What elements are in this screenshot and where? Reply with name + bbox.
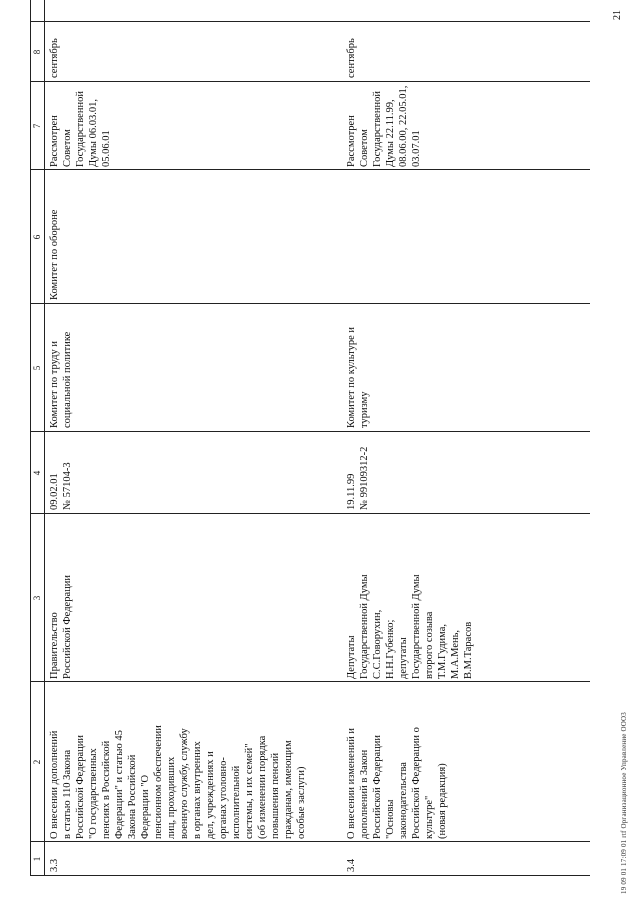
- col-divider-6: [30, 169, 590, 170]
- header-col-6: 6: [32, 234, 42, 240]
- page-number: 21: [612, 10, 623, 20]
- bill-status: Рассмотрен Советом Государственной Думы 06.03.01, 05.06.01: [49, 91, 112, 167]
- header-bottom-border: [44, 0, 45, 876]
- bill-title: О внесении изменений и дополнений в Закон Российской Федерации "Основы законодательства Российской Федерации о культуре" (новая редакция): [346, 727, 448, 839]
- row-number: 3.4: [346, 858, 357, 872]
- bill-initiator: Правительство Российской Федерации: [49, 575, 73, 679]
- bill-registration: 09.02.01 № 57104-3: [49, 462, 73, 510]
- col-divider-5: [30, 303, 590, 304]
- bill-initiator: Депутаты Государственной Думы С.С.Говорухин, Н.Н.Губенко; депутаты Государственной Думы второго созыва Т.М.Гудима, М.А.Мень, В.М.Тарасов: [346, 574, 474, 679]
- bill-title: О внесении дополнений в статью 110 Закона Российской Федерации "О государственных пенсиях в Российской Федерации" и статью 45 Закона Российской Федерации "О пенсионном обеспечении лиц, проходивших военную службу, службу в органах внутренних дел, учреждениях и органах уголовно- исполнительной системы, и их семей" (об изменении порядка повышения пенсий гражданам, имеющим особые заслуги): [49, 725, 307, 839]
- responsible-committee: Комитет по труду и социальной политике: [49, 331, 73, 428]
- header-col-2: 2: [32, 759, 42, 765]
- co-committee: Комитет по обороне: [49, 209, 60, 300]
- header-col-5: 5: [32, 365, 42, 371]
- header-col-1: 1: [32, 856, 42, 862]
- scheduled-month: сентябрь: [346, 38, 357, 78]
- responsible-committee: Комитет по культуре и туризму: [346, 327, 370, 428]
- table-left-border: [30, 875, 590, 876]
- col-divider-7: [30, 81, 590, 82]
- col-divider-4: [30, 431, 590, 432]
- footer-filename: 19 09 01 17:09 01 rtf Организационное Управление ООО3: [620, 712, 628, 894]
- col-divider-2: [30, 681, 590, 682]
- row-number: 3.3: [49, 858, 60, 872]
- header-col-7: 7: [32, 123, 42, 129]
- bill-registration: 19.11.99 № 99109312-2: [346, 446, 370, 510]
- col-divider-1: [30, 841, 590, 842]
- header-col-4: 4: [32, 470, 42, 476]
- header-col-8: 8: [32, 49, 42, 55]
- bill-status: Рассмотрен Советом Государственной Думы 22.11.99, 08.06.00, 22.05.01, 03.07.01: [346, 85, 422, 167]
- col-divider-8: [30, 21, 590, 22]
- col-divider-3: [30, 513, 590, 514]
- scheduled-month: сентябрь: [49, 38, 60, 78]
- header-col-3: 3: [32, 595, 42, 601]
